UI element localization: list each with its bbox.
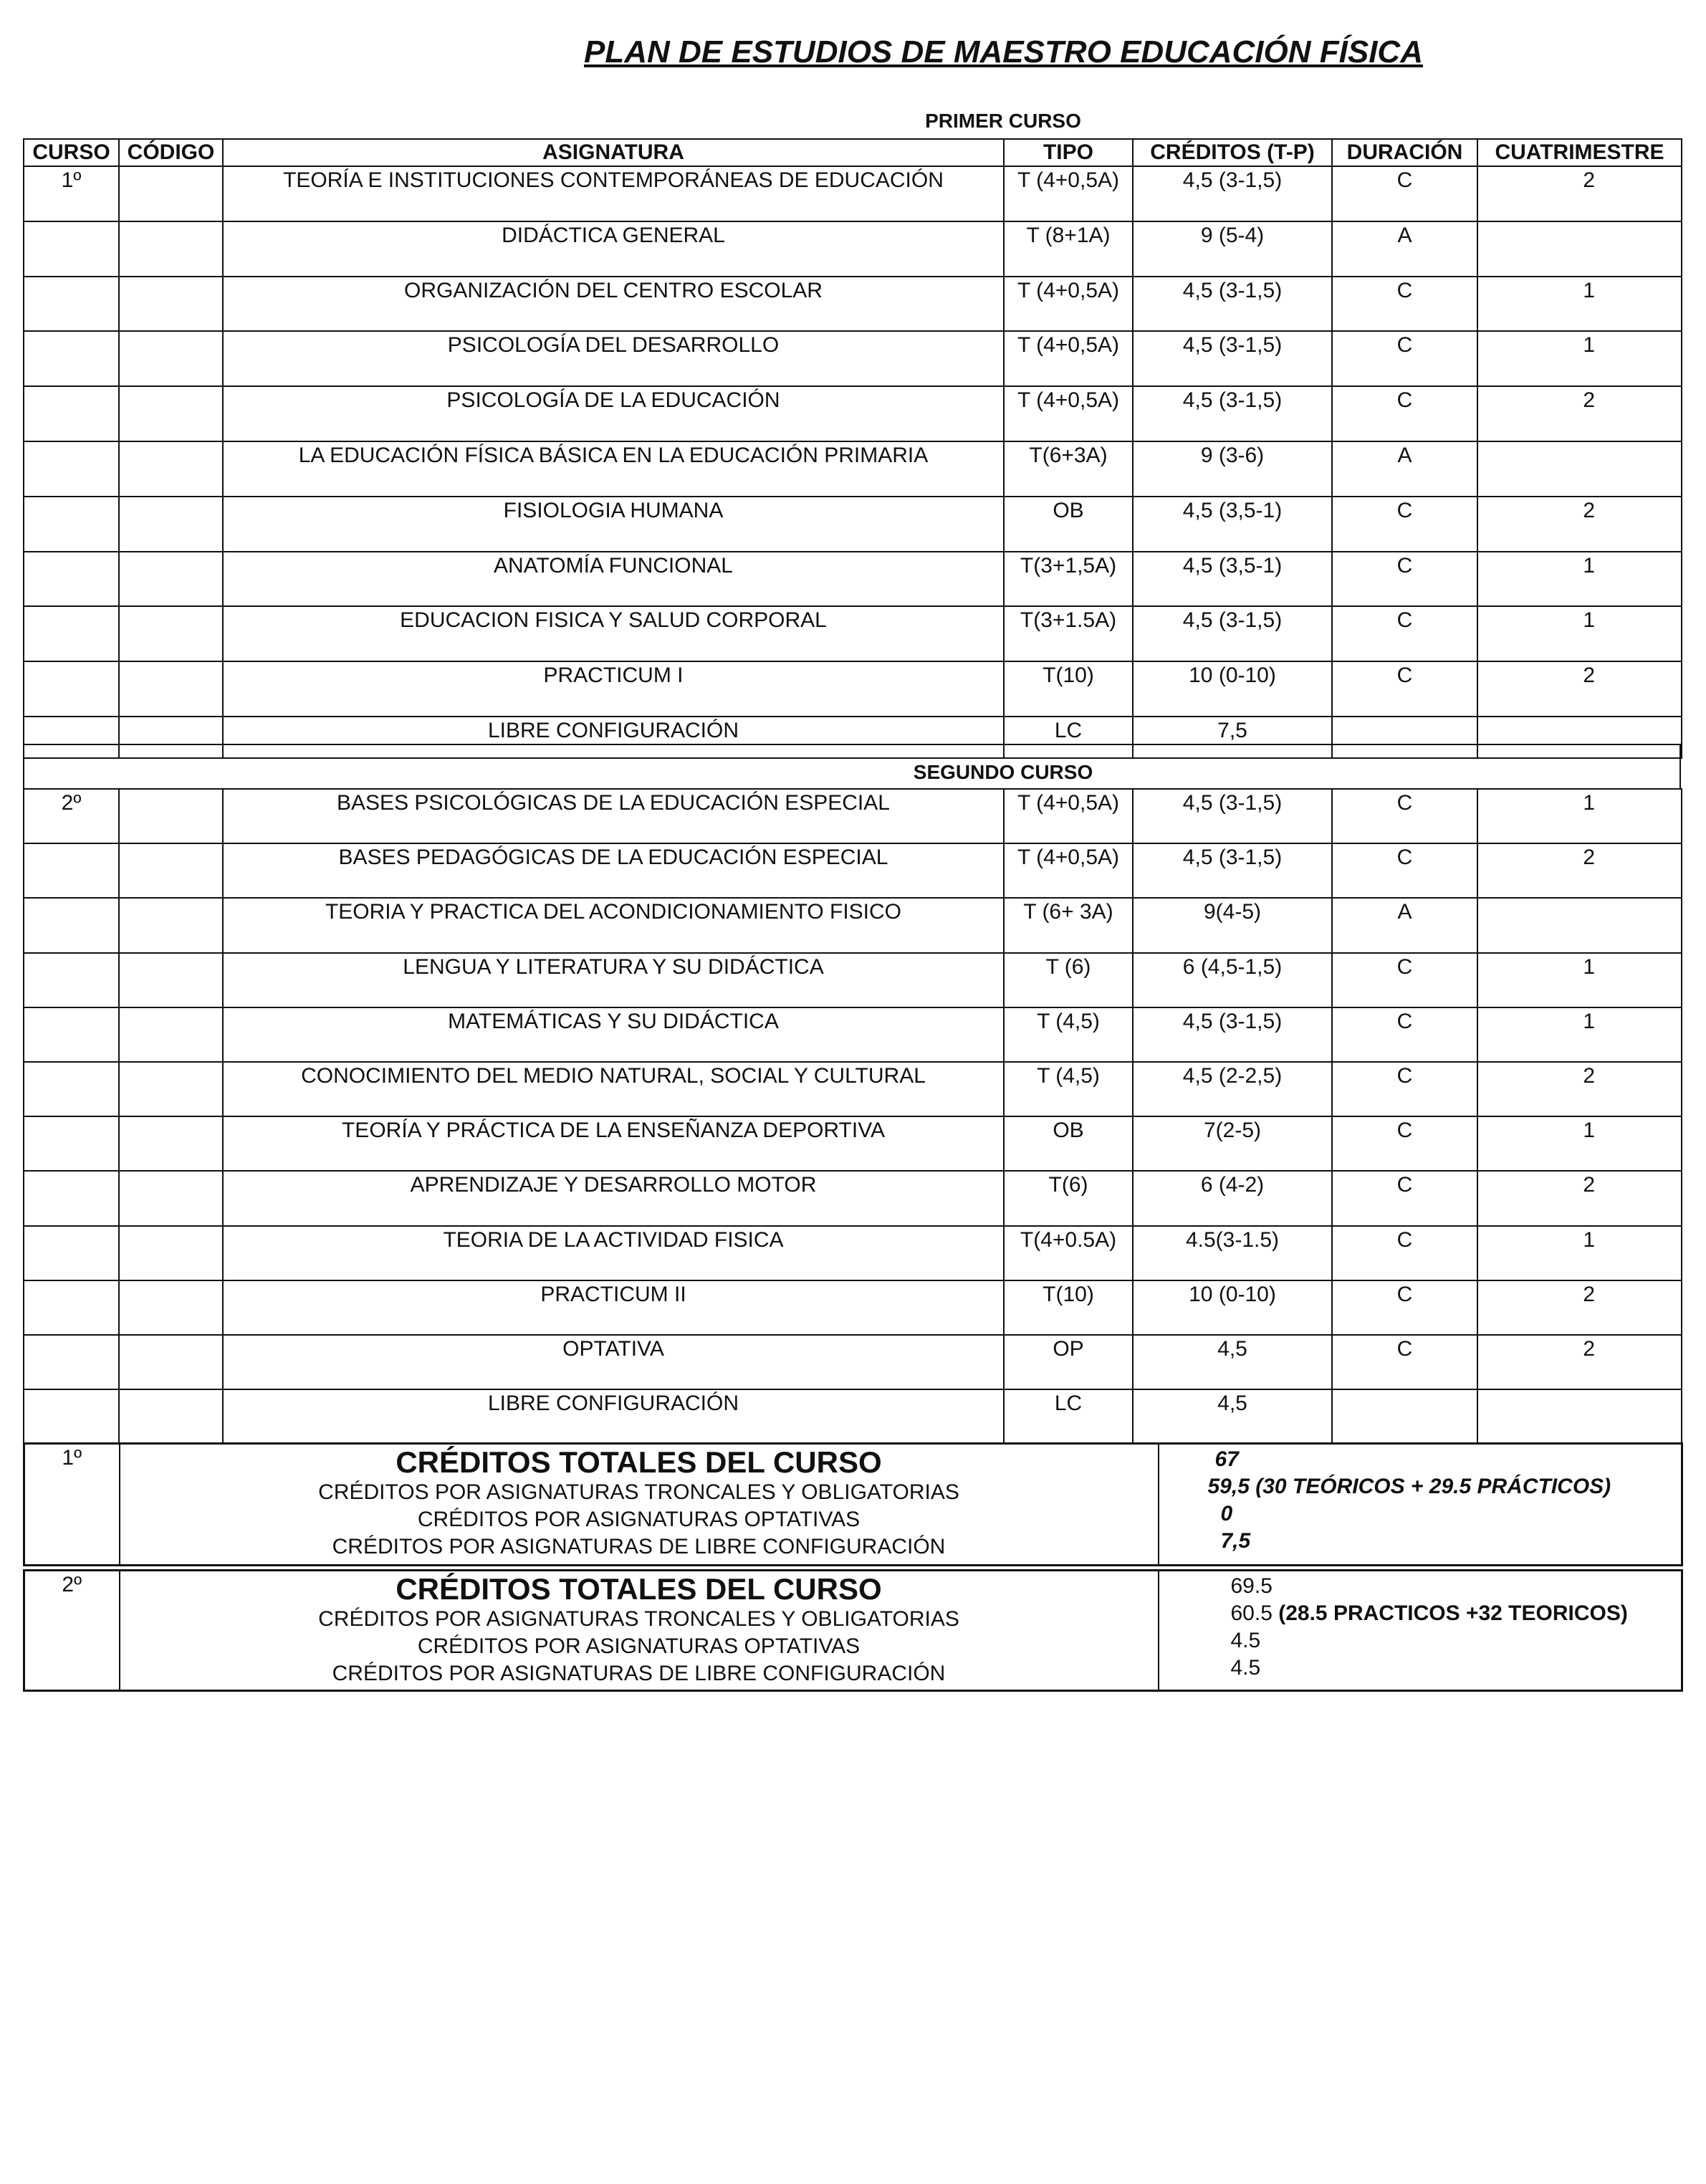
table-row: [24, 661, 1682, 717]
curso-cell: [24, 331, 119, 386]
duracion-cell: C: [1332, 386, 1477, 441]
asignatura-cell: TEORÍA Y PRÁCTICA DE LA ENSEÑANZA DEPORTIVA: [223, 1116, 1004, 1171]
duracion-cell: A: [1332, 221, 1477, 277]
totales-1-values: [1159, 1444, 1682, 1566]
totales-2-values: [1159, 1571, 1682, 1691]
duracion-cell: C: [1332, 1280, 1477, 1335]
totales-2-line1: CRÉDITOS POR ASIGNATURAS TRONCALES Y OBLIGATORIAS: [318, 1607, 959, 1631]
curso-cell: [24, 953, 119, 1007]
creditos-cell: 4,5 (3-1,5): [1133, 1007, 1332, 1062]
totales-2-curso: 2º: [24, 1571, 120, 1691]
curso-cell: [24, 843, 119, 898]
duracion-cell: C: [1332, 661, 1477, 717]
asignatura-cell: ANATOMÍA FUNCIONAL: [223, 552, 1004, 607]
creditos-cell: 6 (4-2): [1133, 1171, 1332, 1225]
duracion-cell: C: [1332, 166, 1477, 221]
creditos-cell: 4,5 (3-1,5): [1133, 331, 1332, 386]
codigo-cell: [119, 441, 223, 497]
totales-1-line2: CRÉDITOS POR ASIGNATURAS OPTATIVAS: [417, 1508, 861, 1531]
asignatura-cell: TEORIA DE LA ACTIVIDAD FISICA: [223, 1226, 1004, 1280]
codigo-cell: [119, 1171, 223, 1225]
table-row: [24, 1389, 1682, 1444]
asignatura-cell: TEORÍA E INSTITUCIONES CONTEMPORÁNEAS DE EDUCACIÓN: [223, 166, 1004, 221]
tipo-cell: T (4,5): [1004, 1007, 1133, 1062]
table-row: [24, 1171, 1682, 1225]
creditos-cell: 4,5 (3,5-1): [1133, 552, 1332, 607]
table-row: [24, 552, 1682, 607]
table-row: [24, 898, 1682, 952]
codigo-cell: [119, 497, 223, 552]
creditos-cell: 7,5: [1133, 717, 1332, 758]
duracion-cell: C: [1332, 1007, 1477, 1062]
curso-cell: [24, 552, 119, 607]
duracion-cell: A: [1332, 441, 1477, 497]
codigo-cell: [119, 1280, 223, 1335]
totales-2-labels: [120, 1571, 1159, 1691]
creditos-cell: 4,5 (3-1,5): [1133, 606, 1332, 661]
page-title: PLAN DE ESTUDIOS DE MAESTRO EDUCACIÓN FÍSICA: [584, 34, 1423, 70]
tipo-cell: T (6+ 3A): [1004, 898, 1133, 952]
tipo-cell: T (4+0,5A): [1004, 386, 1133, 441]
curso-cell: [24, 1171, 119, 1225]
asignatura-cell: LIBRE CONFIGURACIÓN: [223, 1389, 1004, 1444]
asignatura-cell: PSICOLOGÍA DE LA EDUCACIÓN: [223, 386, 1004, 441]
duracion-cell: C: [1332, 953, 1477, 1007]
tipo-cell: T(10): [1004, 661, 1133, 717]
asignatura-cell: MATEMÁTICAS Y SU DIDÁCTICA: [223, 1007, 1004, 1062]
curso-cell: 2º: [24, 789, 119, 843]
table-row: [24, 166, 1682, 221]
totales-2-v3: 4.5: [1230, 1656, 1261, 1680]
codigo-cell: [119, 277, 223, 332]
cuatrimestre-cell: 1: [1477, 789, 1682, 843]
creditos-cell: 9(4-5): [1133, 898, 1332, 952]
table-row: [24, 1062, 1682, 1116]
table-row: [24, 221, 1682, 277]
curso-cell: 1º: [24, 166, 119, 221]
cuatrimestre-cell: 2: [1477, 497, 1682, 552]
tipo-cell: T (4+0,5A): [1004, 277, 1133, 332]
totales-2-big: CRÉDITOS TOTALES DEL CURSO: [396, 1572, 882, 1606]
segundo-curso-label: SEGUNDO CURSO: [913, 761, 1093, 783]
duracion-cell: C: [1332, 789, 1477, 843]
tipo-cell: T (6): [1004, 953, 1133, 1007]
header-curso: CURSO: [24, 139, 119, 166]
asignatura-cell: BASES PEDAGÓGICAS DE LA EDUCACIÓN ESPECIAL: [223, 843, 1004, 898]
asignatura-cell: ORGANIZACIÓN DEL CENTRO ESCOLAR: [223, 277, 1004, 332]
asignatura-cell: PRACTICUM II: [223, 1280, 1004, 1335]
totales-1-labels: [120, 1444, 1159, 1566]
codigo-cell: [119, 386, 223, 441]
codigo-cell: [119, 789, 223, 843]
asignatura-cell: DIDÁCTICA GENERAL: [223, 221, 1004, 277]
tipo-cell: T (4+0,5A): [1004, 789, 1133, 843]
codigo-cell: [119, 898, 223, 952]
tipo-cell: OB: [1004, 1116, 1133, 1171]
codigo-cell: [119, 661, 223, 717]
header-tipo: TIPO: [1004, 139, 1133, 166]
cuatrimestre-cell: 1: [1477, 953, 1682, 1007]
primer-curso-label: PRIMER CURSO: [925, 110, 1081, 132]
creditos-cell: 10 (0-10): [1133, 1280, 1332, 1335]
tipo-cell: OB: [1004, 497, 1133, 552]
asignatura-cell: TEORIA Y PRACTICA DEL ACONDICIONAMIENTO FISICO: [223, 898, 1004, 952]
creditos-cell: 4,5 (3-1,5): [1133, 166, 1332, 221]
cuatrimestre-cell: [1477, 898, 1682, 952]
cuatrimestre-cell: [1477, 221, 1682, 277]
duracion-cell: C: [1332, 1116, 1477, 1171]
duracion-cell: C: [1332, 1335, 1477, 1389]
table-row: [24, 497, 1682, 552]
asignatura-cell: PRACTICUM I: [223, 661, 1004, 717]
creditos-cell: 4,5: [1133, 1335, 1332, 1389]
asignatura-cell: APRENDIZAJE Y DESARROLLO MOTOR: [223, 1171, 1004, 1225]
totales-1-v2: 0: [1220, 1502, 1233, 1526]
codigo-cell: [119, 331, 223, 386]
cuatrimestre-cell: 1: [1477, 1007, 1682, 1062]
tipo-cell: T(3+1.5A): [1004, 606, 1133, 661]
codigo-cell: [119, 1335, 223, 1389]
codigo-cell: [119, 166, 223, 221]
table-row: [24, 277, 1682, 332]
codigo-cell: [119, 606, 223, 661]
codigo-cell: [119, 1389, 223, 1444]
creditos-cell: 4,5: [1133, 1389, 1332, 1444]
tipo-cell: LC: [1004, 717, 1133, 758]
curso-cell: [24, 497, 119, 552]
header-row: [24, 139, 1682, 166]
table-row: [24, 1226, 1682, 1280]
cuatrimestre-cell: 2: [1477, 843, 1682, 898]
duracion-cell: C: [1332, 277, 1477, 332]
curso-cell: [24, 277, 119, 332]
codigo-cell: [119, 953, 223, 1007]
duracion-cell: C: [1332, 1226, 1477, 1280]
cuatrimestre-cell: 2: [1477, 1335, 1682, 1389]
cuatrimestre-cell: 1: [1477, 277, 1682, 332]
totales-1-v0: 67: [1214, 1447, 1239, 1471]
creditos-cell: 4.5(3-1.5): [1133, 1226, 1332, 1280]
asignatura-cell: PSICOLOGÍA DEL DESARROLLO: [223, 331, 1004, 386]
header-cuatrimestre: CUATRIMESTRE: [1477, 139, 1682, 166]
cuatrimestre-cell: 2: [1477, 386, 1682, 441]
totales-2-v2: 4.5: [1230, 1629, 1261, 1652]
duracion-cell: C: [1332, 552, 1477, 607]
cuatrimestre-cell: [1477, 1389, 1682, 1444]
cuatrimestre-cell: 2: [1477, 1171, 1682, 1225]
asignatura-cell: LENGUA Y LITERATURA Y SU DIDÁCTICA: [223, 953, 1004, 1007]
asignatura-cell: FISIOLOGIA HUMANA: [223, 497, 1004, 552]
totales-2-v1: [1231, 1600, 1679, 1627]
creditos-cell: 4,5 (3,5-1): [1133, 497, 1332, 552]
asignatura-cell: BASES PSICOLÓGICAS DE LA EDUCACIÓN ESPECIAL: [223, 789, 1004, 843]
tipo-cell: T(6+3A): [1004, 441, 1133, 497]
table-row: [24, 1116, 1682, 1171]
creditos-cell: 7(2-5): [1133, 1116, 1332, 1171]
asignatura-cell: CONOCIMIENTO DEL MEDIO NATURAL, SOCIAL Y CULTURAL: [223, 1062, 1004, 1116]
cuatrimestre-cell: 1: [1477, 1116, 1682, 1171]
creditos-cell: 4,5 (2-2,5): [1133, 1062, 1332, 1116]
curso-cell: [24, 1280, 119, 1335]
asignatura-cell: LA EDUCACIÓN FÍSICA BÁSICA EN LA EDUCACIÓN PRIMARIA: [223, 441, 1004, 497]
curso-cell: [24, 221, 119, 277]
curso-cell: [24, 1335, 119, 1389]
table-row: [24, 386, 1682, 441]
header-duracion: DURACIÓN: [1332, 139, 1477, 166]
duracion-cell: C: [1332, 331, 1477, 386]
creditos-cell: 9 (3-6): [1133, 441, 1332, 497]
duracion-cell: A: [1332, 898, 1477, 952]
curso-cell: [24, 386, 119, 441]
asignatura-cell: EDUCACION FISICA Y SALUD CORPORAL: [223, 606, 1004, 661]
header-codigo: CÓDIGO: [119, 139, 223, 166]
creditos-cell: 10 (0-10): [1133, 661, 1332, 717]
creditos-cell: 4,5 (3-1,5): [1133, 386, 1332, 441]
codigo-cell: [119, 1062, 223, 1116]
table-row: [24, 606, 1682, 661]
creditos-cell: 9 (5-4): [1133, 221, 1332, 277]
table-row: [24, 331, 1682, 386]
curso-cell: [24, 1062, 119, 1116]
totales-1-line3: CRÉDITOS POR ASIGNATURAS DE LIBRE CONFIGURACIÓN: [332, 1535, 946, 1558]
tipo-cell: T (8+1A): [1004, 221, 1133, 277]
duracion-cell: [1332, 1389, 1477, 1444]
duracion-cell: C: [1332, 606, 1477, 661]
curso-cell: [24, 1389, 119, 1444]
segundo-curso-band: [23, 744, 1681, 788]
table-row: [24, 843, 1682, 898]
curso-cell: [24, 898, 119, 952]
curso-cell: [24, 606, 119, 661]
tipo-cell: LC: [1004, 1389, 1133, 1444]
creditos-cell: 4,5 (3-1,5): [1133, 843, 1332, 898]
totales-segundo-curso: [23, 1569, 1683, 1692]
tipo-cell: T(3+1,5A): [1004, 552, 1133, 607]
cuatrimestre-cell: 1: [1477, 331, 1682, 386]
codigo-cell: [119, 843, 223, 898]
cuatrimestre-cell: 2: [1477, 166, 1682, 221]
header-asignatura: ASIGNATURA: [223, 139, 1004, 166]
tipo-cell: T (4+0,5A): [1004, 166, 1133, 221]
totales-2-v1a: 60.5: [1230, 1601, 1273, 1625]
tipo-cell: T (4+0,5A): [1004, 331, 1133, 386]
creditos-cell: 4,5 (3-1,5): [1133, 277, 1332, 332]
cuatrimestre-cell: 1: [1477, 1226, 1682, 1280]
codigo-cell: [119, 221, 223, 277]
totales-1-v1: 59,5 (30 TEÓRICOS + 29.5 PRÁCTICOS): [1207, 1475, 1611, 1498]
creditos-cell: 6 (4,5-1,5): [1133, 953, 1332, 1007]
duracion-cell: C: [1332, 497, 1477, 552]
tipo-cell: T(10): [1004, 1280, 1133, 1335]
tipo-cell: T (4,5): [1004, 1062, 1133, 1116]
table-row: [24, 1007, 1682, 1062]
cuatrimestre-cell: 2: [1477, 1062, 1682, 1116]
totales-1-curso: 1º: [24, 1444, 120, 1566]
creditos-cell: 4,5 (3-1,5): [1133, 789, 1332, 843]
codigo-cell: [119, 552, 223, 607]
tipo-cell: T(6): [1004, 1171, 1133, 1225]
duracion-cell: C: [1332, 843, 1477, 898]
totales-2-v0: 69.5: [1230, 1574, 1273, 1598]
totales-2-line2: CRÉDITOS POR ASIGNATURAS OPTATIVAS: [417, 1634, 861, 1658]
duracion-cell: C: [1332, 1171, 1477, 1225]
segundo-curso-table: [23, 788, 1682, 1445]
table-row: [24, 441, 1682, 497]
codigo-cell: [119, 1226, 223, 1280]
cuatrimestre-cell: 2: [1477, 1280, 1682, 1335]
cuatrimestre-cell: 1: [1477, 552, 1682, 607]
table-row: [24, 953, 1682, 1007]
table-row: [24, 789, 1682, 843]
codigo-cell: [119, 1116, 223, 1171]
totales-1-big: CRÉDITOS TOTALES DEL CURSO: [396, 1445, 882, 1479]
table-row: [24, 1280, 1682, 1335]
tipo-cell: T (4+0,5A): [1004, 843, 1133, 898]
totales-1-v3: 7,5: [1220, 1529, 1251, 1553]
curso-cell: [24, 1007, 119, 1062]
curso-cell: [24, 1226, 119, 1280]
cuatrimestre-cell: [1477, 441, 1682, 497]
asignatura-cell: LIBRE CONFIGURACIÓN: [223, 717, 1004, 758]
totales-2-v1b: (28.5 PRACTICOS +32 TEORICOS): [1278, 1601, 1628, 1625]
tipo-cell: OP: [1004, 1335, 1133, 1389]
totales-1-line1: CRÉDITOS POR ASIGNATURAS TRONCALES Y OBLIGATORIAS: [318, 1480, 959, 1504]
tipo-cell: T(4+0.5A): [1004, 1226, 1133, 1280]
codigo-cell: [119, 1007, 223, 1062]
asignatura-cell: OPTATIVA: [223, 1335, 1004, 1389]
header-creditos: CRÉDITOS (T-P): [1133, 139, 1332, 166]
totales-primer-curso: [23, 1442, 1683, 1566]
table-row: [24, 1335, 1682, 1389]
curso-cell: [24, 441, 119, 497]
duracion-cell: C: [1332, 1062, 1477, 1116]
primer-curso-table: [23, 138, 1682, 759]
curso-cell: [24, 661, 119, 717]
totales-2-line3: CRÉDITOS POR ASIGNATURAS DE LIBRE CONFIGURACIÓN: [332, 1662, 946, 1685]
curso-cell: [24, 1116, 119, 1171]
cuatrimestre-cell: 1: [1477, 606, 1682, 661]
cuatrimestre-cell: 2: [1477, 661, 1682, 717]
